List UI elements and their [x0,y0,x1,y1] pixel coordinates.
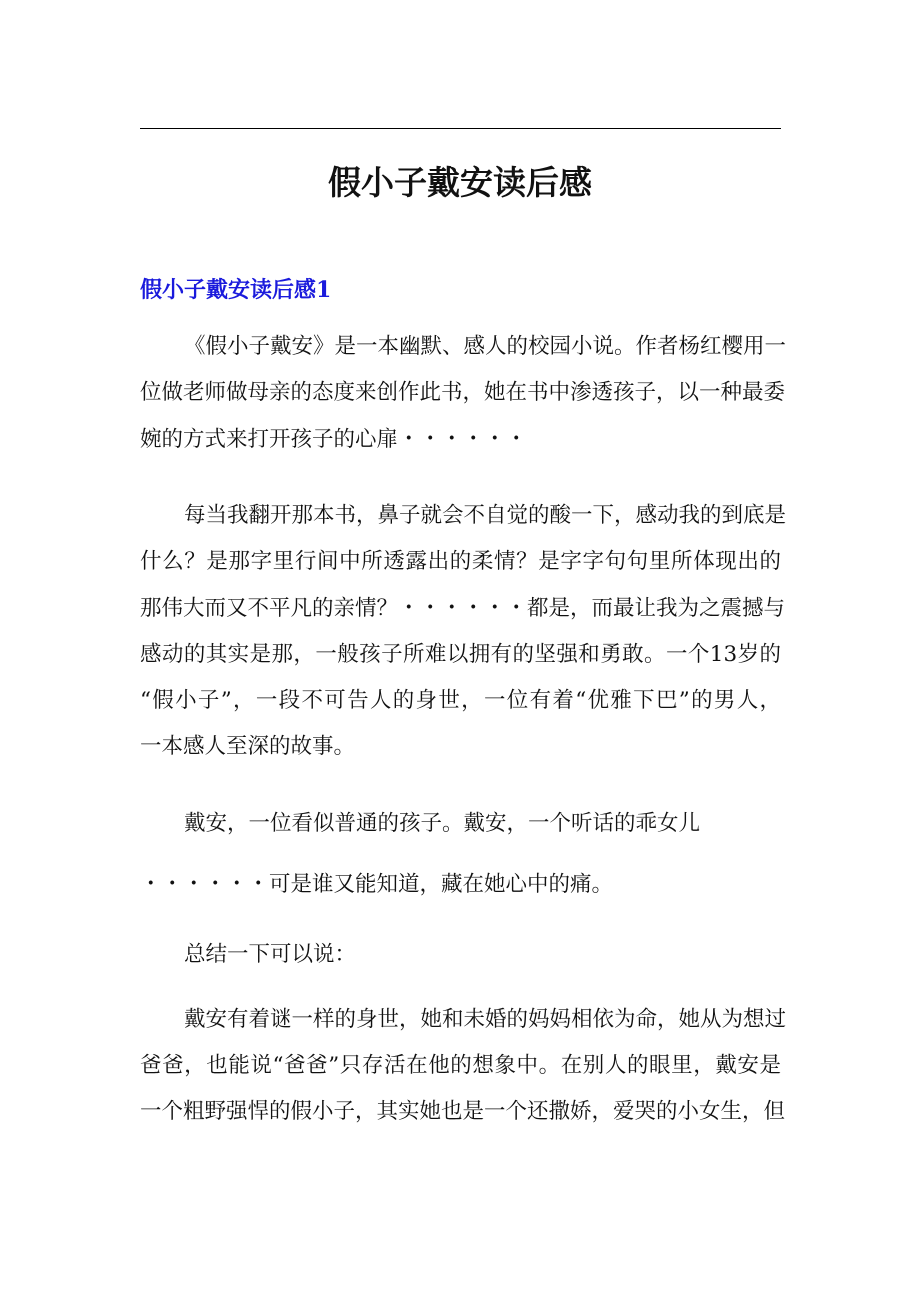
paragraph-3: 戴安，一位看似普通的孩子。戴安，一个听话的乖女儿 [184,811,701,836]
text-line: 什么？是那字里行间中所透露出的柔情？是字字句句里所体现出的 [140,549,781,574]
text-line: 位做老师做母亲的态度来创作此书，她在书中渗透孩子，以一种最委 [140,380,786,405]
paragraph-4: ・・・・・・可是谁又能知道，藏在她心中的痛。 [140,872,614,897]
text-line: 感动的其实是那，一般孩子所难以拥有的坚强和勇敢。一个13岁的 [140,642,781,667]
text-line: 一个粗野强悍的假小子，其实她也是一个还撒娇，爱哭的小女生，但 [140,1099,786,1124]
text-line: 每当我翻开那本书，鼻子就会不自觉的酸一下，感动我的到底是 [184,503,787,528]
document-title: 假小子戴安读后感 [328,163,592,202]
text-line: 那伟大而又不平凡的亲情？・・・・・・都是，而最让我为之震撼与 [140,596,786,621]
top-rule [140,128,781,129]
text-line: 婉的方式来打开孩子的心扉・・・・・・ [140,427,528,452]
text-line: 爸爸，也能说“爸爸”只存活在他的想象中。在别人的眼里，戴安是 [140,1053,781,1078]
text-line: 一本感人至深的故事。 [140,734,356,759]
text-line: 《假小子戴安》是一本幽默、感人的校园小说。作者杨红樱用一 [184,334,787,359]
text-line: “假小子”，一段不可告人的身世，一位有着“优雅下巴”的男人， [140,688,781,713]
paragraph-5: 总结一下可以说： [184,942,357,967]
section-heading: 假小子戴安读后感1 [140,277,332,303]
text-line: 戴安有着谜一样的身世，她和未婚的妈妈相依为命，她从为想过 [184,1007,787,1032]
